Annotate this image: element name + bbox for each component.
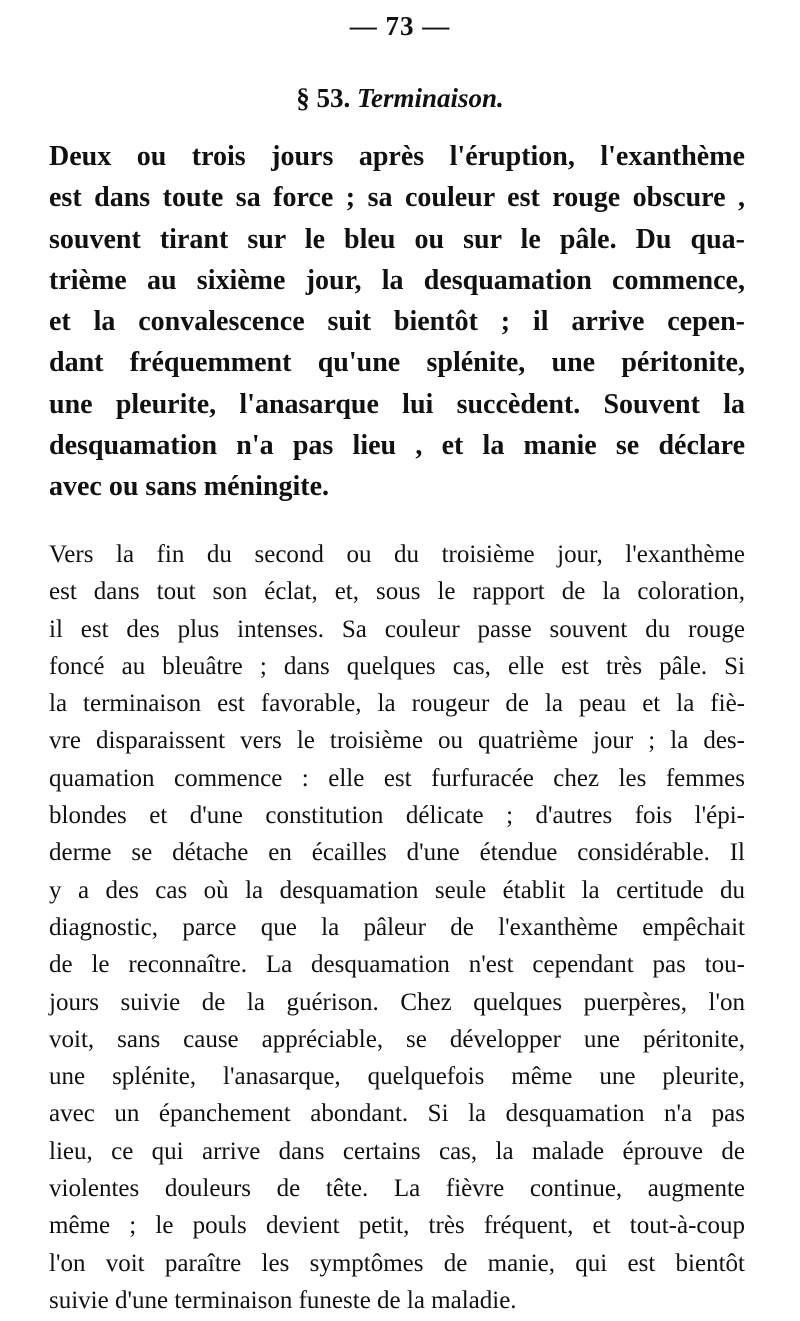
text-line: suivie d'une terminaison funeste de la maladie. <box>49 1286 517 1314</box>
text-line: y a des cas où la desquamation seule établit la certitude du <box>49 876 745 904</box>
text-line: une pleurite, l'anasarque lui succèdent. Souvent la <box>49 388 745 420</box>
text-line: quamation commence : elle est furfuracée chez les femmes <box>49 764 745 792</box>
section-title: Terminaison. <box>356 83 504 113</box>
text-line: est dans toute sa force ; sa couleur est rouge obscure , <box>49 182 745 214</box>
text-line: lieu, ce qui arrive dans certains cas, la malade éprouve de <box>49 1137 745 1165</box>
text-line: diagnostic, parce que la pâleur de l'exanthème empêchait <box>49 913 745 941</box>
text-line: souvent tirant sur le bleu ou sur le pâle. Du qua- <box>49 223 745 255</box>
text-line: vre disparaissent vers le troisième ou quatrième jour ; la des- <box>49 727 745 755</box>
text-line: avec ou sans méningite. <box>49 471 329 503</box>
text-line: même ; le pouls devient petit, très fréquent, et tout-à-coup <box>49 1212 745 1240</box>
text-line: l'on voit paraître les symptômes de manie, qui est bientôt <box>49 1249 745 1277</box>
text-line: et la convalescence suit bientôt ; il arrive cepen- <box>49 306 745 338</box>
text-line: jours suivie de la guérison. Chez quelques puerpères, l'on <box>49 988 745 1016</box>
section-heading <box>0 76 800 120</box>
text-line: foncé au bleuâtre ; dans quelques cas, elle est très pâle. Si <box>49 652 745 680</box>
text-line: une splénite, l'anasarque, quelquefois même une pleurite, <box>49 1063 745 1091</box>
text-line: blondes et d'une constitution délicate ; d'autres fois l'épi- <box>49 802 745 830</box>
paragraph-2 <box>49 536 745 1319</box>
text-line: violentes douleurs de tête. La fièvre continue, augmente <box>49 1175 745 1203</box>
page-number: — 73 — <box>349 11 451 41</box>
text-line: trième au sixième jour, la desquamation commence, <box>49 264 745 296</box>
text-line: voit, sans cause appréciable, se développer une péritonite, <box>49 1025 745 1053</box>
text-line: avec un épanchement abondant. Si la desquamation n'a pas <box>49 1100 745 1128</box>
text-line: dant fréquemment qu'une splénite, une péritonite, <box>49 347 745 379</box>
text-line: desquamation n'a pas lieu , et la manie se déclare <box>49 430 745 462</box>
text-line: derme se détache en écailles d'une étendue considérable. Il <box>49 839 745 867</box>
text-line: il est des plus intenses. Sa couleur passe souvent du rouge <box>49 615 745 643</box>
text-line: Deux ou trois jours après l'éruption, l'exanthème <box>49 141 745 172</box>
text-line: est dans tout son éclat, et, sous le rapport de la coloration, <box>49 578 745 606</box>
text-line: de le reconnaître. La desquamation n'est cependant pas tou- <box>49 951 745 979</box>
text-line: Vers la fin du second ou du troisième jour, l'exanthème <box>49 541 745 568</box>
section-number: § 53. <box>296 83 351 113</box>
text-line: la terminaison est favorable, la rougeur de la peau et la fiè- <box>49 690 745 718</box>
paragraph-1 <box>49 136 745 508</box>
